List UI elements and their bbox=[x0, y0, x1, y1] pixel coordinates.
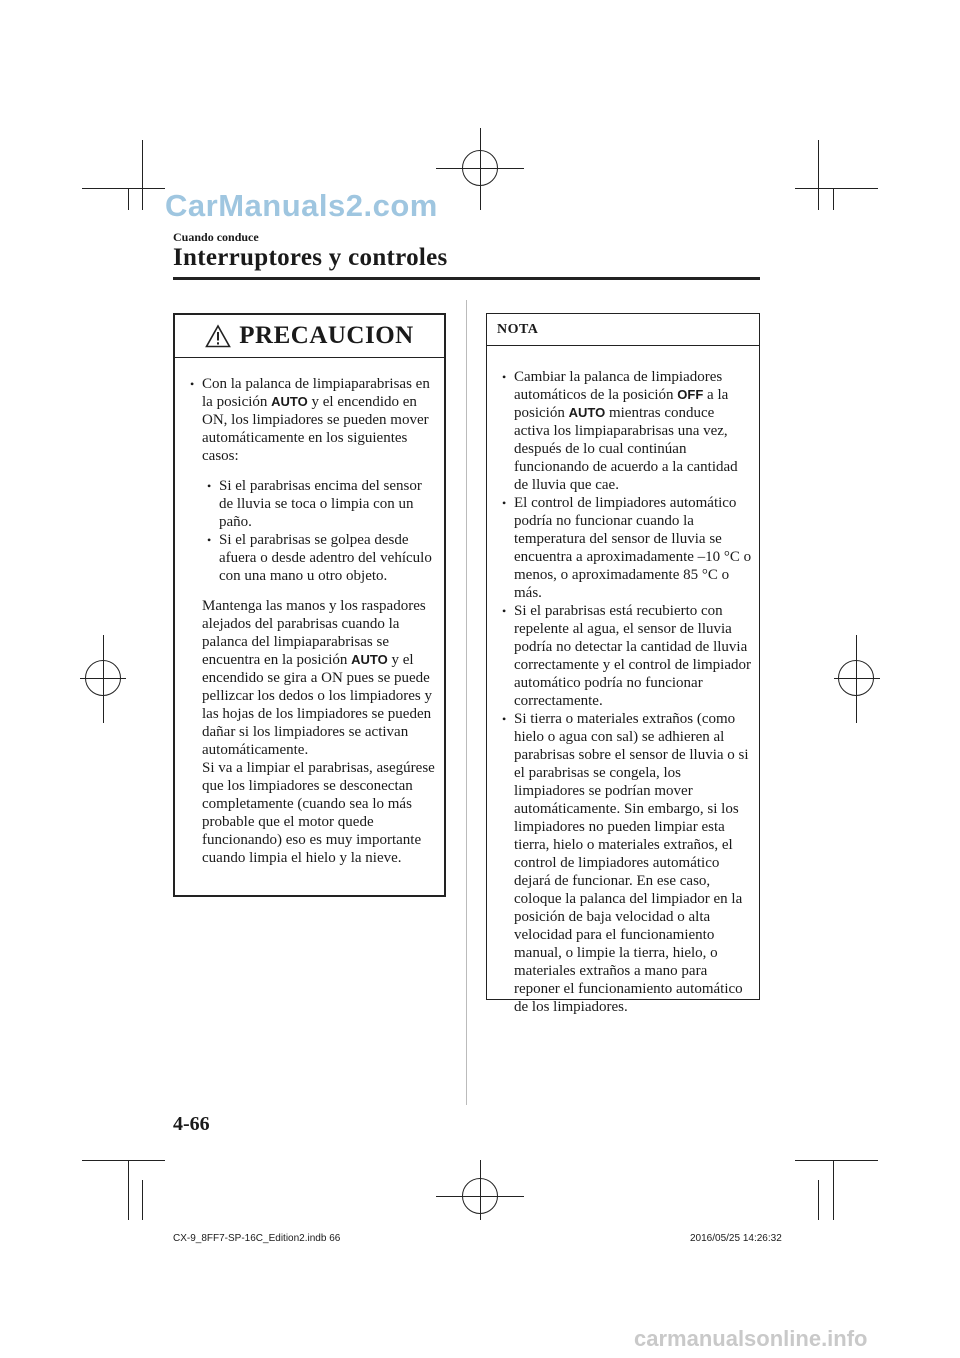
crop-mark bbox=[82, 188, 165, 189]
crop-mark bbox=[818, 1180, 819, 1220]
nota-bullet: • Cambiar la palanca de limpiadores automáticos de la posición OFF a la posición AUTO mientras conduce activa los limpiaparabrisas una vez, después de lo cual continúan funcionando de acuerdo a la cantidad de lluvia que cae. bbox=[496, 368, 753, 494]
caution-paragraph: Si va a limpiar el parabrisas, asegúrese que los limpiadores se desconectan completamente (cuando sea lo más probable que el motor quede funcionando) eso es muy importante cuando limpia el hielo y la nieve. bbox=[202, 760, 435, 866]
crop-mark bbox=[128, 188, 129, 210]
caution-bullet: • Con la palanca de limpiaparabrisas en la posición AUTO y el encendido en ON, los limpiadores se pueden mover automáticamente en los siguientes casos: bbox=[184, 375, 436, 465]
crop-mark bbox=[142, 140, 143, 210]
nota-title: NOTA bbox=[487, 314, 759, 346]
crop-mark bbox=[142, 1180, 143, 1220]
page-number: 4-66 bbox=[173, 1113, 210, 1135]
auto-position-label: AUTO bbox=[568, 405, 606, 420]
caution-header bbox=[175, 315, 444, 358]
crop-mark bbox=[833, 1160, 834, 1220]
nota-bullet: • Si tierra o materiales extraños (como hielo o agua con sal) se adhieren al parabrisas sobre el sensor de lluvia o si el parabrisas se congela, los limpiadores se podrían mover automáticamente. Sin embargo, si los limpiadores no pueden limpiar esta tierra, hielo o materiales extraños, el control de limpiadores automático dejará de funcionar. En ese caso, coloque la palanca del limpiador en la posición de baja velocidad o alta velocidad para el funcionamiento manual, o limpie la tierra, hielo, o materiales extraños a mano para reponer el funcionamiento automático de los limpiadores. bbox=[496, 710, 753, 1016]
caution-box bbox=[173, 313, 446, 897]
crop-mark bbox=[795, 1160, 878, 1161]
watermark-top[interactable]: CarManuals2.com bbox=[165, 188, 438, 223]
nota-bullet: • El control de limpiadores automático podría no funcionar cuando la temperatura del sensor de lluvia se encuentra a aproximadamente –10 °C o menos, o aproximadamente 85 °C o más. bbox=[496, 494, 753, 602]
header-rule bbox=[173, 277, 760, 280]
registration-mark bbox=[480, 1160, 481, 1220]
caution-sub-bullet: • Si el parabrisas se golpea desde afuera o desde adentro del vehículo con una mano u otro objeto. bbox=[201, 531, 436, 585]
caution-paragraph: Mantenga las manos y los raspadores alejados del parabrisas cuando la palanca del limpiaparabrisas se encuentra en la posición AUTO y el encendido se gira a ON pues se puede pellizcar los dedos o los limpiadores y las hojas de los limpiadores se pueden dañar si los limpiadores se activan automáticamente. bbox=[202, 598, 432, 758]
crop-mark bbox=[833, 188, 834, 210]
crop-mark bbox=[82, 1160, 165, 1161]
column-divider bbox=[466, 300, 467, 1105]
footer-filename: CX-9_8FF7-SP-16C_Edition2.indb 66 bbox=[173, 1233, 341, 1244]
crop-mark bbox=[795, 188, 878, 189]
caution-title: PRECAUCION bbox=[239, 322, 414, 349]
auto-position-label: AUTO bbox=[271, 394, 308, 409]
auto-position-label: AUTO bbox=[351, 652, 388, 667]
section-label: Cuando conduce bbox=[173, 230, 259, 244]
page-title: Interruptores y controles bbox=[173, 244, 448, 271]
nota-box bbox=[486, 313, 760, 1015]
off-position-label: OFF bbox=[677, 387, 704, 402]
watermark-bottom[interactable]: carmanualsonline.info bbox=[634, 1326, 868, 1351]
nota-bullet: • Si el parabrisas está recubierto con repelente al agua, el sensor de lluvia podría no detectar la cantidad de lluvia correctamente y el control de limpiador automático podría no funcionar correctamente. bbox=[496, 602, 753, 710]
crop-mark bbox=[818, 140, 819, 210]
registration-mark bbox=[480, 128, 481, 210]
footer-timestamp: 2016/05/25 14:26:32 bbox=[690, 1233, 782, 1244]
registration-mark bbox=[834, 678, 880, 679]
registration-mark bbox=[856, 635, 857, 723]
caution-sub-bullet: • Si el parabrisas encima del sensor de lluvia se toca o limpia con un paño. bbox=[201, 477, 436, 531]
crop-mark bbox=[128, 1160, 129, 1220]
registration-mark bbox=[103, 635, 104, 723]
warning-icon bbox=[205, 324, 231, 348]
